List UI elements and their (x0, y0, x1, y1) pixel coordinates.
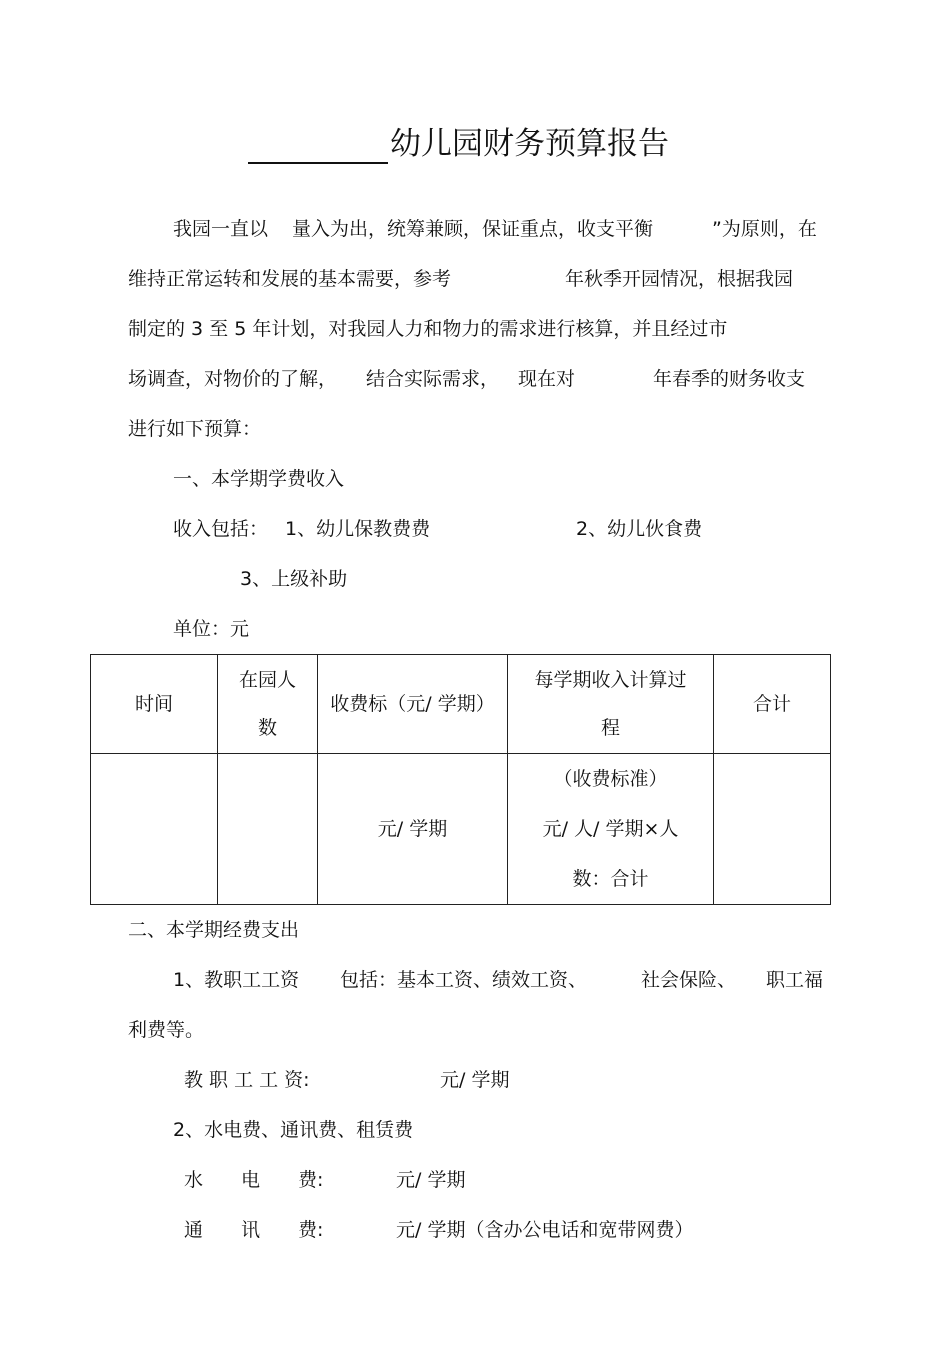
header-calc (508, 655, 714, 754)
title-blank (248, 134, 388, 164)
intro-line1b: 量入为出，统筹兼顾，保证重点，收支平衡 (292, 218, 654, 240)
intro-line4c: 现在对 (518, 368, 576, 390)
intro-line4a: 场调查，对物价的了解， (128, 368, 338, 390)
cell-total (714, 754, 831, 905)
header-calc-line1: 每学期收入计算过 (534, 669, 687, 691)
section1-heading: 一、本学期学费收入 (173, 468, 345, 490)
title-text: 幼儿园财务预算报告 (390, 126, 669, 162)
income-table (90, 654, 831, 905)
header-count (218, 655, 318, 754)
cell-calc (508, 754, 714, 905)
cell-fee: 元/ 学期 (318, 754, 508, 905)
salary-value: 元/ 学期 (440, 1069, 510, 1091)
expense-item2: 2、水电费、通讯费、租赁费 (173, 1119, 414, 1141)
comm-label-1: 通 (184, 1219, 204, 1241)
salary-label: 教 职 工 工 资: (184, 1069, 310, 1091)
section2-heading: 二、本学期经费支出 (128, 919, 300, 941)
intro-line2a: 维持正常运转和发展的基本需要，参考 (128, 268, 452, 290)
income-item3: 3、上级补助 (240, 568, 348, 590)
intro-line5: 进行如下预算： (128, 418, 262, 440)
comm-label-3: 费: (298, 1219, 324, 1241)
intro-line2b: 年秋季开园情况，根据我园 (565, 268, 794, 290)
cell-calc-line3: 数：合计 (572, 868, 649, 890)
table-header-row (91, 655, 831, 754)
income-item1: 1、幼儿保教费费 (285, 518, 431, 540)
intro-line1c: ”为原则，在 (712, 218, 817, 240)
cell-calc-line2: 元/ 人/ 学期×人 (542, 818, 679, 840)
comm-label-2: 讯 (241, 1219, 261, 1241)
intro-line1a: 我园一直以 (173, 218, 269, 240)
unit-label: 单位：元 (173, 618, 250, 640)
header-time: 时间 (91, 655, 218, 754)
cell-calc-line1: （收费标准） (553, 768, 668, 790)
table-row (91, 754, 831, 905)
header-calc-line2: 程 (600, 717, 620, 739)
expense-item1b: 包括：基本工资、绩效工资、 (340, 969, 588, 991)
expense-item1e: 利费等。 (128, 1019, 205, 1041)
utility-value: 元/ 学期 (396, 1169, 466, 1191)
cell-time (91, 754, 218, 905)
utility-label-2: 电 (241, 1169, 261, 1191)
intro-line3: 制定的 3 至 5 年计划，对我园人力和物力的需求进行核算，并且经过市 (128, 318, 728, 340)
utility-label-1: 水 (184, 1169, 204, 1191)
expense-item1d: 职工福 (766, 969, 824, 991)
income-label: 收入包括： (173, 518, 269, 540)
comm-value: 元/ 学期（含办公电话和宽带网费） (396, 1219, 694, 1241)
expense-item1a: 1、教职工工资 (173, 969, 300, 991)
header-count-line1: 在园人 (238, 669, 296, 691)
expense-item1c: 社会保险、 (641, 969, 737, 991)
header-fee: 收费标（元/ 学期） (318, 655, 508, 754)
header-total: 合计 (714, 655, 831, 754)
intro-line4b: 结合实际需求， (366, 368, 500, 390)
utility-label-3: 费: (298, 1169, 324, 1191)
intro-line4d: 年春季的财务收支 (653, 368, 806, 390)
report-title (248, 124, 669, 164)
cell-count (218, 754, 318, 905)
header-count-line2: 数 (257, 717, 277, 739)
income-item2: 2、幼儿伙食费 (576, 518, 703, 540)
